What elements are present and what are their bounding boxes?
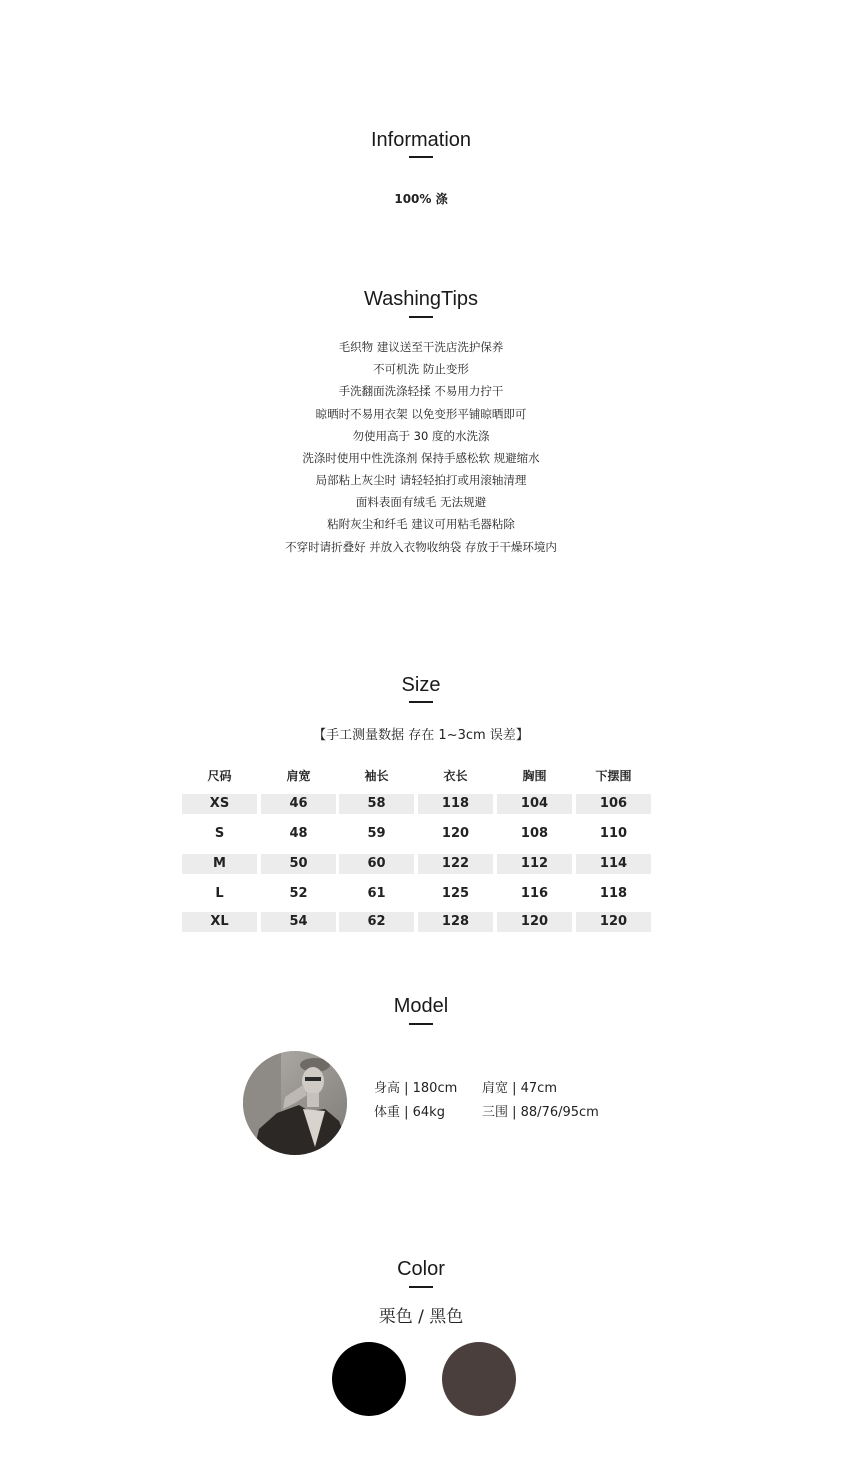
size-table (182, 766, 654, 942)
header-cell: 衣长 (443, 769, 468, 783)
table-row (182, 884, 654, 912)
table-cell: 108 (520, 826, 549, 841)
size-title-rule (409, 701, 433, 703)
table-cell: S (214, 826, 225, 841)
washing-tip: 局部粘上灰尘时 请轻轻拍打或用滚轴清理 (315, 473, 527, 487)
table-row (182, 824, 654, 854)
table-cell: L (215, 886, 224, 901)
table-cell: 61 (367, 886, 386, 901)
table-cell: 54 (261, 912, 336, 932)
color-title-rule (409, 1286, 433, 1288)
table-cell: 59 (367, 826, 386, 841)
model-photo-image (243, 1051, 347, 1155)
chestnut-swatch[interactable] (442, 1342, 516, 1416)
table-cell: 118 (418, 794, 493, 814)
material-text: 100% 涤 (394, 192, 448, 206)
washing-tip: 不穿时请折叠好 并放入衣物收纳袋 存放于干燥环境内 (285, 540, 557, 554)
washing-title-rule (409, 316, 433, 318)
header-cell: 袖长 (364, 769, 389, 783)
table-cell: 60 (339, 854, 414, 874)
color-title: Color (397, 1258, 445, 1280)
table-cell: 116 (520, 886, 549, 901)
color-names: 栗色 / 黑色 (378, 1307, 464, 1327)
table-cell: M (182, 854, 257, 874)
table-cell: 46 (261, 794, 336, 814)
table-cell: 122 (418, 854, 493, 874)
table-cell: 52 (289, 886, 308, 901)
header-cell: 肩宽 (286, 769, 311, 783)
table-cell: 114 (576, 854, 651, 874)
model-weight: 体重 | 64kg (374, 1105, 445, 1120)
model-height: 身高 | 180cm (374, 1081, 458, 1096)
washing-tip: 勿使用高于 30 度的水洗涤 (352, 429, 490, 443)
size-title: Size (401, 674, 441, 696)
header-cell: 胸围 (522, 769, 547, 783)
table-cell: 125 (441, 886, 470, 901)
washing-tip: 粘附灰尘和纤毛 建议可用粘毛器粘除 (327, 517, 515, 531)
table-cell: 58 (339, 794, 414, 814)
information-title: Information (370, 129, 472, 151)
model-photo (243, 1051, 347, 1155)
table-cell: 50 (261, 854, 336, 874)
washing-tip: 晾晒时不易用衣架 以免变形平铺晾晒即可 (315, 407, 527, 421)
washing-tip: 毛织物 建议送至干洗店洗护保养 (338, 340, 504, 354)
header-cell: 下摆围 (595, 769, 632, 783)
table-cell: 118 (599, 886, 628, 901)
table-cell: 128 (418, 912, 493, 932)
size-table-header (182, 766, 654, 794)
table-cell: 106 (576, 794, 651, 814)
black-swatch[interactable] (332, 1342, 406, 1416)
washing-tip: 面料表面有绒毛 无法规避 (355, 495, 487, 509)
washing-tip: 洗涤时使用中性洗涤剂 保持手感松软 规避缩水 (302, 451, 540, 465)
table-cell: 104 (497, 794, 572, 814)
table-cell: XS (182, 794, 257, 814)
table-cell: 120 (576, 912, 651, 932)
model-title: Model (393, 995, 449, 1017)
table-row (182, 912, 654, 942)
model-shoulder: 肩宽 | 47cm (482, 1081, 557, 1096)
table-row (182, 794, 654, 824)
washing-tip: 手洗翻面洗涤轻揉 不易用力拧干 (338, 384, 504, 398)
size-note: 【手工测量数据 存在 1~3cm 误差】 (313, 728, 529, 743)
table-cell: 62 (339, 912, 414, 932)
table-cell: XL (182, 912, 257, 932)
header-cell: 尺码 (207, 769, 232, 783)
table-cell: 110 (599, 826, 628, 841)
table-cell: 120 (441, 826, 470, 841)
table-cell: 120 (497, 912, 572, 932)
table-row (182, 854, 654, 884)
information-title-rule (409, 156, 433, 158)
table-cell: 48 (289, 826, 308, 841)
model-title-rule (409, 1023, 433, 1025)
washing-tip: 不可机洗 防止变形 (373, 362, 469, 376)
washing-title: WashingTips (363, 288, 479, 310)
model-measurements: 三围 | 88/76/95cm (482, 1105, 599, 1120)
table-cell: 112 (497, 854, 572, 874)
